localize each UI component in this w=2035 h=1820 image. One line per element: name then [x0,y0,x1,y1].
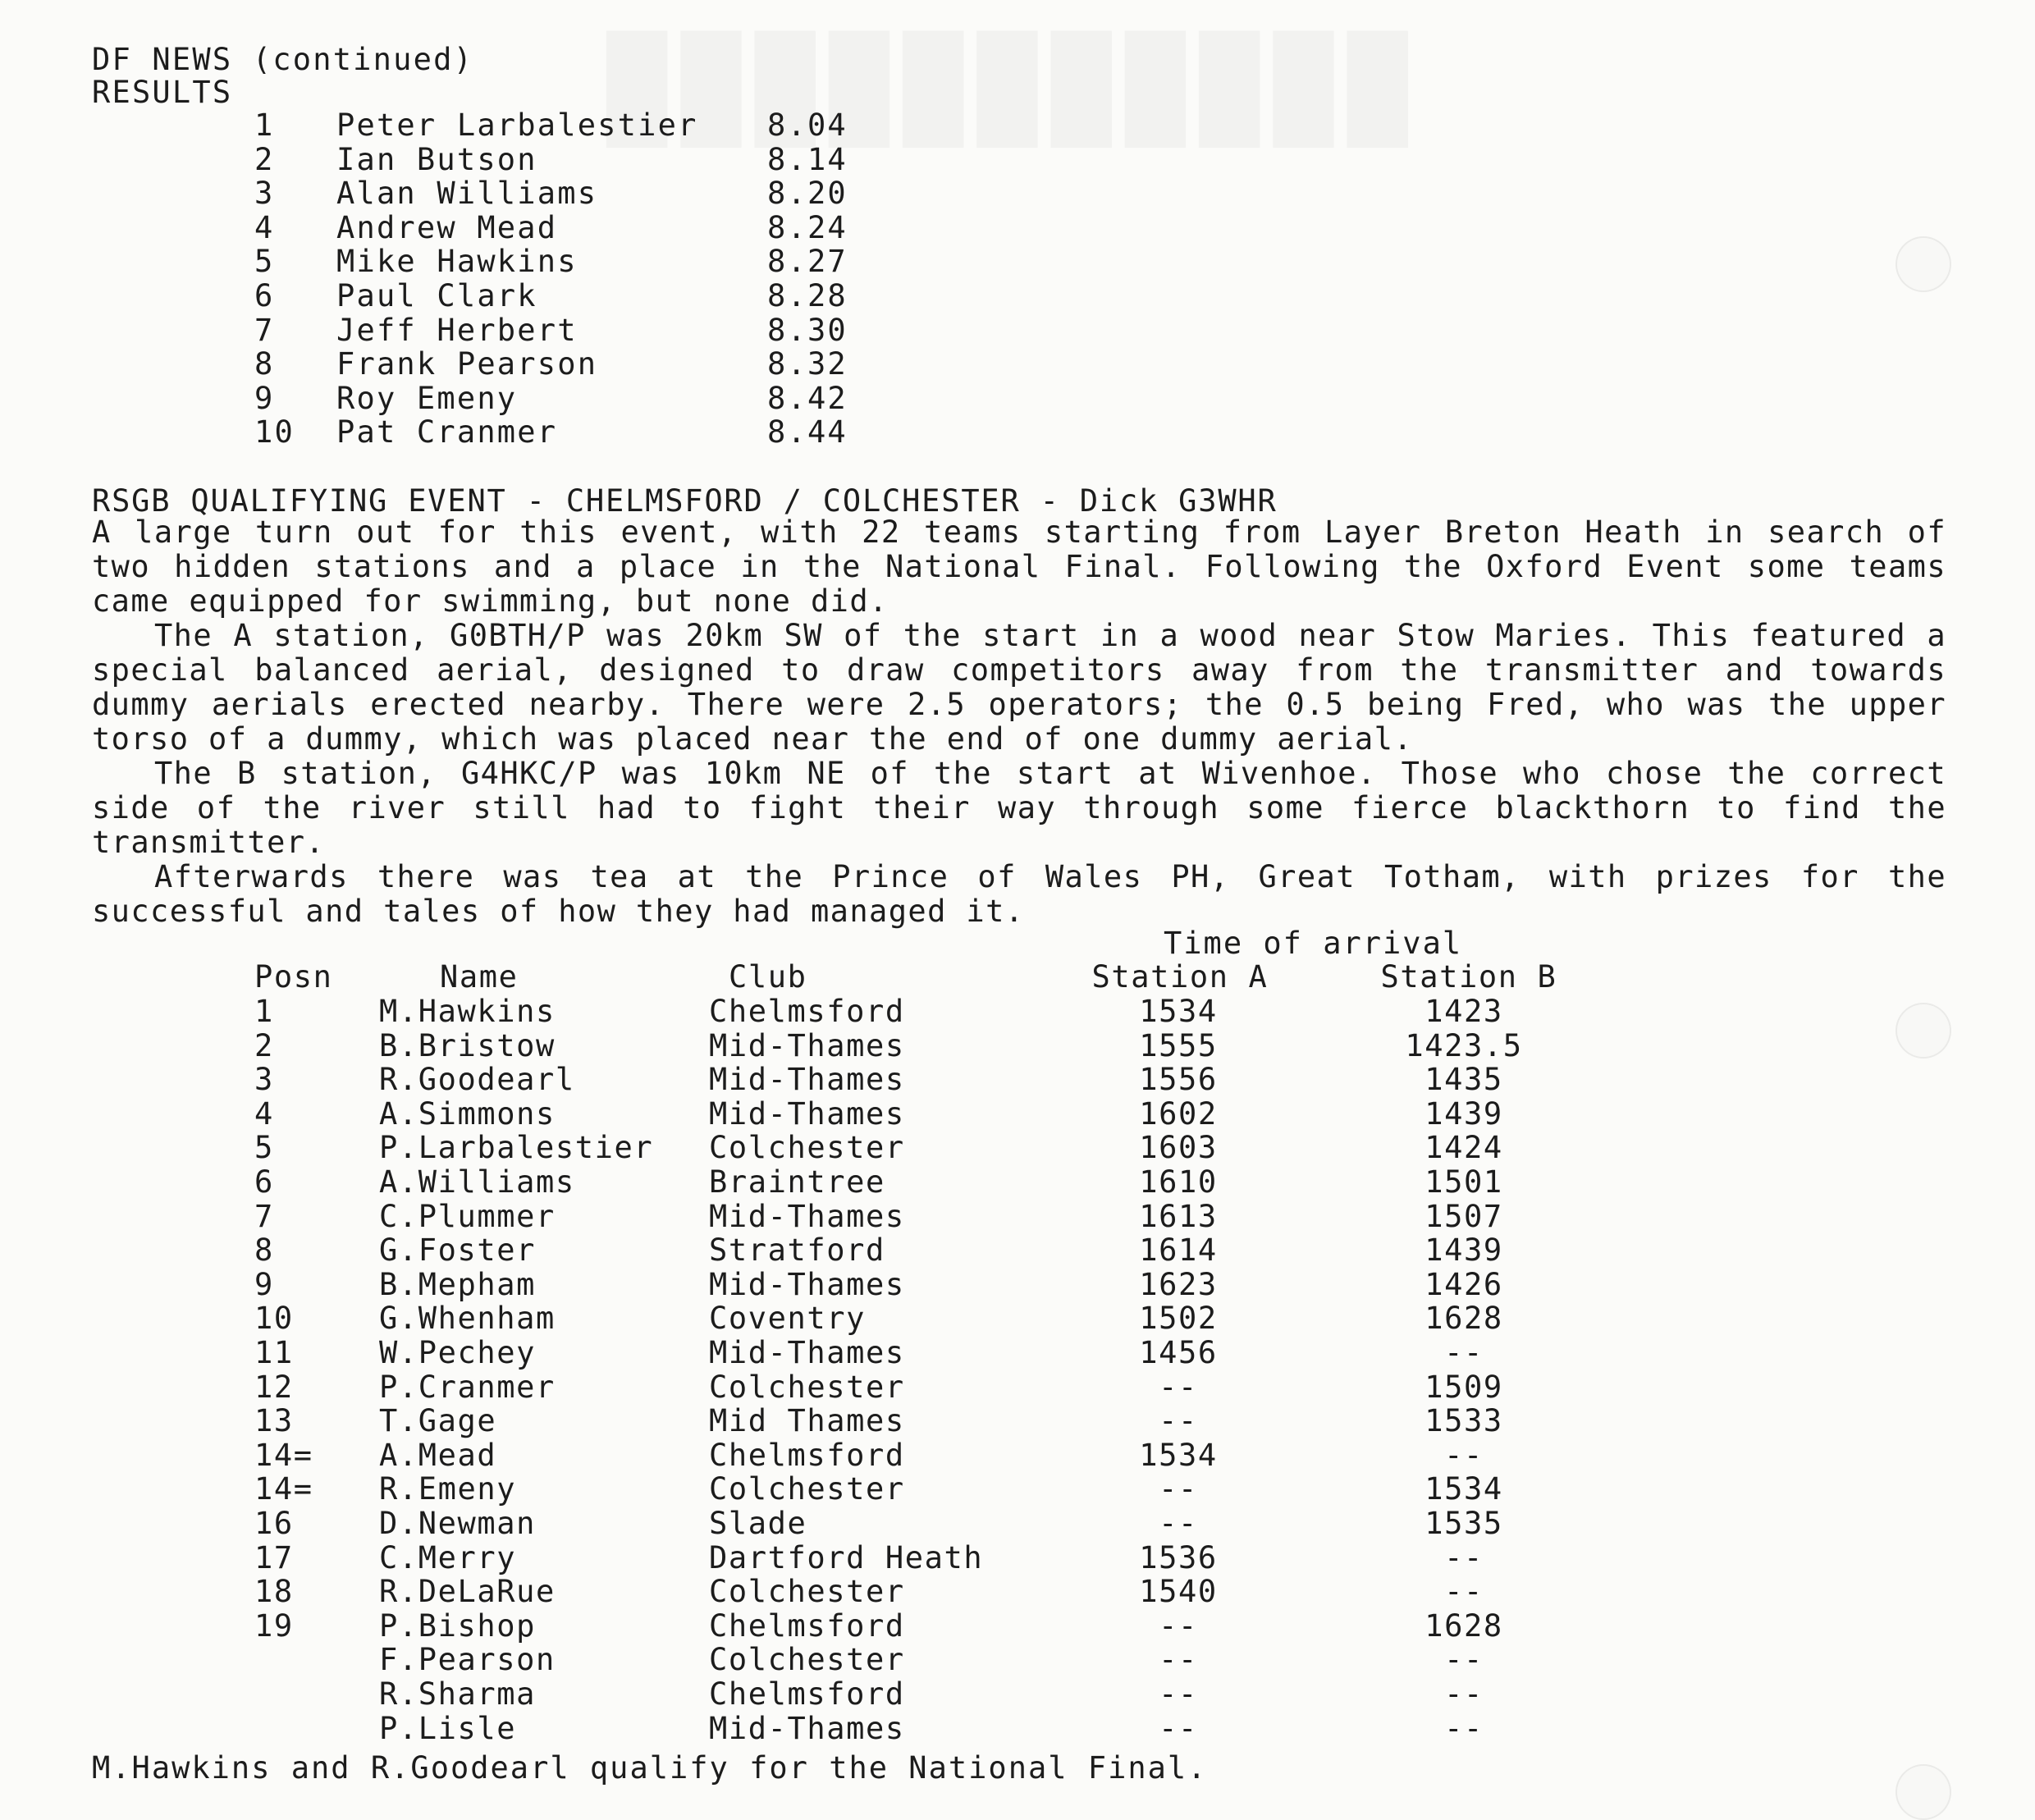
cell-station-a: -- [1159,1607,1198,1644]
cell-station-a: 1556 [1139,1062,1218,1098]
cell-position: 8 [254,1232,274,1269]
result-time: 8.32 [767,346,848,382]
result-position: 2 [254,141,275,177]
cell-station-a: 1555 [1139,1027,1218,1063]
table-row [0,1029,2035,1063]
cell-position: 13 [254,1403,294,1439]
list-item [0,176,985,211]
cell-position: 5 [254,1130,274,1166]
cell-name: P.Bishop [379,1607,537,1644]
table-row [0,1370,2035,1405]
column-header-club: Club [729,959,807,995]
cell-position: 4 [254,1095,274,1132]
cell-station-b: 1535 [1424,1506,1503,1541]
punch-hole-top [1896,236,1951,292]
cell-station-a: -- [1159,1642,1198,1678]
cell-name: P.Cranmer [379,1369,556,1405]
list-item [0,245,985,279]
article-body [92,515,1946,929]
table-row [0,1063,2035,1097]
column-header-name: Name [440,959,519,995]
cell-name: D.Newman [379,1506,537,1541]
cell-position: 14= [254,1437,313,1473]
list-item [0,211,985,245]
result-time: 8.27 [767,244,848,280]
cell-name: C.Plummer [379,1198,556,1234]
punch-hole-bottom [1896,1764,1951,1820]
result-name: Peter Larbalestier [336,107,698,143]
cell-club: Mid-Thames [709,1335,905,1370]
table-row [0,1404,2035,1438]
cell-station-a: -- [1159,1710,1198,1746]
cell-club: Braintree [709,1164,885,1200]
cell-station-b: 1439 [1424,1232,1503,1269]
result-time: 8.44 [767,414,848,450]
cell-station-b: -- [1444,1710,1484,1746]
result-name: Ian Butson [336,141,537,177]
cell-name: B.Mepham [379,1266,537,1302]
cell-station-b: 1501 [1424,1164,1503,1200]
cell-position: 6 [254,1164,274,1200]
result-name: Andrew Mead [336,209,558,245]
result-name: Mike Hawkins [336,244,578,280]
cell-station-b: 1509 [1424,1369,1503,1405]
article-paragraph-4: Afterwards there was tea at the Prince of Wales PH, Great Totham, with prizes for the successful and tales of how they had managed it. [92,859,1946,929]
cell-name: G.Whenham [379,1301,556,1337]
cell-station-a: 1456 [1139,1335,1218,1370]
cell-station-a: 1540 [1139,1574,1218,1610]
cell-club: Chelmsford [709,1676,905,1712]
table-row [0,995,2035,1029]
result-name: Paul Clark [336,278,537,313]
cell-station-b: 1435 [1424,1062,1503,1098]
cell-club: Mid-Thames [709,1198,905,1234]
cell-name: P.Larbalestier [379,1130,654,1166]
cell-name: W.Pechey [379,1335,537,1370]
cell-station-a: 1614 [1139,1232,1218,1269]
cell-name: B.Bristow [379,1027,556,1063]
table-row [0,1301,2035,1336]
result-time: 8.14 [767,141,848,177]
result-position: 3 [254,176,275,212]
page-title: DF NEWS (continued) [92,42,474,77]
cell-club: Mid-Thames [709,1710,905,1746]
cell-club: Mid-Thames [709,1266,905,1302]
time-of-arrival-header: Time of arrival [1164,926,1463,961]
cell-position: 11 [254,1335,294,1370]
cell-position: 18 [254,1574,294,1610]
article-paragraph-2: The A station, G0BTH/P was 20km SW of the start in a wood near Stow Maries. This featured a special balanced aerial, designed to draw competitors away from the transmitter and towards dummy aerials erected nearby. There were 2.5 operators; the 0.5 being Fred, who was the upper torso of a dummy, which was placed near the end of one dummy aerial. [92,618,1946,757]
cell-station-b: -- [1444,1437,1484,1473]
list-item [0,143,985,177]
cell-club: Chelmsford [709,1607,905,1644]
table-row [0,1233,2035,1268]
cell-club: Mid Thames [709,1403,905,1439]
article-paragraph-1: A large turn out for this event, with 22 teams starting from Layer Breton Heath in search of two hidden stations and a place in the National Final. Following the Oxford Event some teams came equipped for swimming, but none did. [92,514,1946,619]
result-time: 8.24 [767,209,848,245]
cell-club: Chelmsford [709,1437,905,1473]
cell-station-a: 1602 [1139,1095,1218,1132]
cell-station-a: 1610 [1139,1164,1218,1200]
cell-position: 16 [254,1506,294,1541]
list-item [0,347,985,382]
result-position: 7 [254,312,275,348]
table-row [0,1438,2035,1473]
cell-position: 19 [254,1607,294,1644]
result-position: 6 [254,278,275,313]
cell-station-a: 1536 [1139,1539,1218,1575]
result-name: Jeff Herbert [336,312,578,348]
cell-station-b: 1423.5 [1405,1027,1523,1063]
cell-club: Mid-Thames [709,1027,905,1063]
cell-station-a: 1534 [1139,1437,1218,1473]
result-name: Alan Williams [336,176,598,212]
cell-name: M.Hawkins [379,994,556,1029]
cell-station-b: 1424 [1424,1130,1503,1166]
cell-station-b: -- [1444,1539,1484,1575]
table-row [0,1643,2035,1677]
table-row [0,1131,2035,1165]
list-item [0,279,985,313]
result-position: 1 [254,107,275,143]
article-heading: RSGB QUALIFYING EVENT - CHELMSFORD / COLCHESTER - Dick G3WHR [92,483,1278,519]
column-header-posn: Posn [254,959,333,995]
cell-station-a: 1603 [1139,1130,1218,1166]
cell-club: Colchester [709,1130,905,1166]
cell-club: Mid-Thames [709,1062,905,1098]
list-item [0,415,985,450]
cell-station-a: -- [1159,1403,1198,1439]
cell-club: Colchester [709,1369,905,1405]
result-time: 8.04 [767,107,848,143]
cell-station-a: 1502 [1139,1301,1218,1337]
result-position: 5 [254,244,275,280]
cell-name: R.Emeny [379,1471,517,1507]
cell-club: Coventry [709,1301,867,1337]
cell-name: R.DeLaRue [379,1574,556,1610]
table-row [0,1165,2035,1200]
table-row [0,1507,2035,1541]
table-row [0,1541,2035,1575]
result-position: 9 [254,380,275,416]
table-row [0,1268,2035,1302]
qualifier-note: M.Hawkins and R.Goodearl qualify for the National Final. [92,1750,1208,1786]
cell-name: F.Pearson [379,1642,556,1678]
cell-station-b: -- [1444,1676,1484,1712]
result-time: 8.30 [767,312,848,348]
result-name: Roy Emeny [336,380,518,416]
cell-club: Colchester [709,1471,905,1507]
cell-position: 12 [254,1369,294,1405]
cell-position: 17 [254,1539,294,1575]
cell-club: Colchester [709,1574,905,1610]
results-label: RESULTS [92,75,233,110]
table-row [0,1097,2035,1132]
table-row [0,1200,2035,1234]
result-time: 8.42 [767,380,848,416]
cell-name: C.Merry [379,1539,517,1575]
table-row [0,1609,2035,1644]
cell-station-b: 1534 [1424,1471,1503,1507]
table-row [0,1712,2035,1746]
result-time: 8.28 [767,278,848,313]
cell-name: G.Foster [379,1232,537,1269]
cell-name: A.Simmons [379,1095,556,1132]
cell-station-b: 1426 [1424,1266,1503,1302]
cell-name: A.Mead [379,1437,497,1473]
cell-name: P.Lisle [379,1710,517,1746]
cell-position: 9 [254,1266,274,1302]
cell-club: Colchester [709,1642,905,1678]
cell-station-a: -- [1159,1471,1198,1507]
list-item [0,108,985,143]
cell-name: R.Goodearl [379,1062,575,1098]
result-name: Pat Cranmer [336,414,558,450]
cell-station-b: 1439 [1424,1095,1503,1132]
column-header-station-b: Station B [1380,959,1557,995]
cell-station-a: -- [1159,1676,1198,1712]
cell-club: Dartford Heath [709,1539,984,1575]
cell-station-a: 1623 [1139,1266,1218,1302]
article-paragraph-3: The B station, G4HKC/P was 10km NE of the start at Wivenhoe. Those who chose the correct side of the river still had to fight their way through some fierce blackthorn to find the transmitter. [92,756,1946,860]
cell-position: 2 [254,1027,274,1063]
cell-position: 3 [254,1062,274,1098]
result-position: 10 [254,414,295,450]
cell-station-a: 1613 [1139,1198,1218,1234]
cell-position: 14= [254,1471,313,1507]
cell-station-a: 1534 [1139,994,1218,1029]
table-row [0,1677,2035,1712]
cell-station-b: 1533 [1424,1403,1503,1439]
cell-station-b: 1507 [1424,1198,1503,1234]
cell-club: Slade [709,1506,807,1541]
cell-name: A.Williams [379,1164,575,1200]
cell-station-b: -- [1444,1335,1484,1370]
cell-position: 10 [254,1301,294,1337]
table-row [0,1472,2035,1507]
cell-club: Mid-Thames [709,1095,905,1132]
table-row [0,1336,2035,1370]
cell-position: 1 [254,994,274,1029]
cell-station-b: 1628 [1424,1607,1503,1644]
result-position: 8 [254,346,275,382]
list-item [0,313,985,348]
column-header-station-a: Station A [1091,959,1269,995]
cell-name: R.Sharma [379,1676,537,1712]
list-item [0,382,985,416]
cell-station-b: 1423 [1424,994,1503,1029]
table-row [0,1575,2035,1609]
cell-station-b: 1628 [1424,1301,1503,1337]
result-name: Frank Pearson [336,346,598,382]
result-position: 4 [254,209,275,245]
cell-club: Chelmsford [709,994,905,1029]
cell-station-a: -- [1159,1506,1198,1541]
cell-club: Stratford [709,1232,885,1269]
table-header-row [0,960,2035,995]
cell-station-a: -- [1159,1369,1198,1405]
result-time: 8.20 [767,176,848,212]
cell-position: 7 [254,1198,274,1234]
cell-station-b: -- [1444,1642,1484,1678]
cell-name: T.Gage [379,1403,497,1439]
cell-station-b: -- [1444,1574,1484,1610]
